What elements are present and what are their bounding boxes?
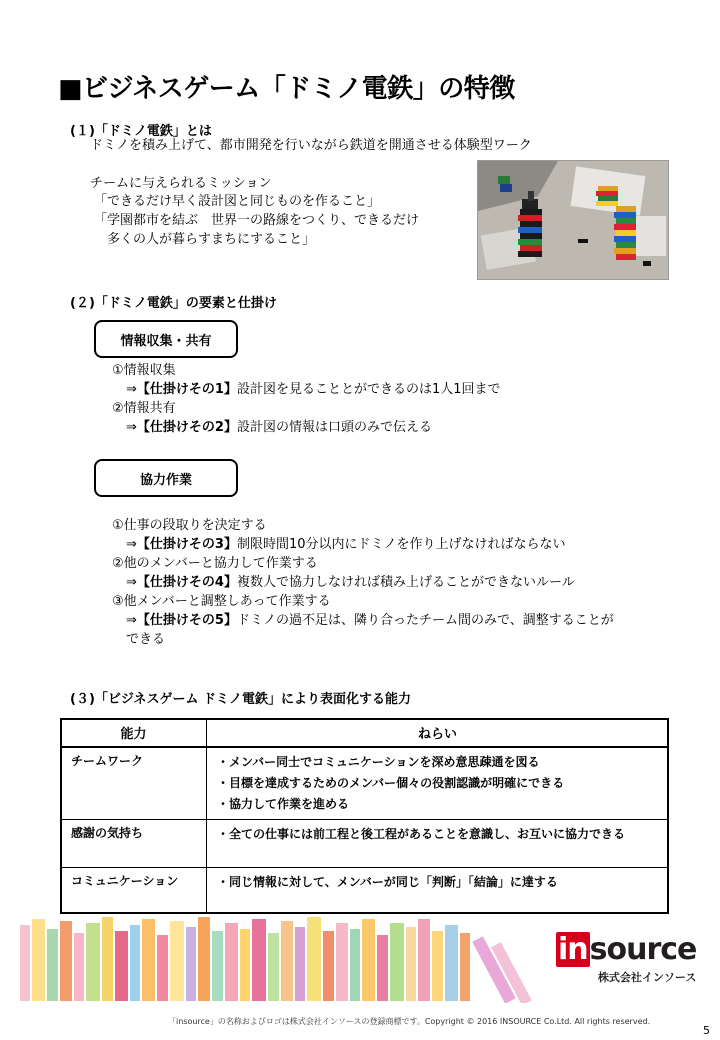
aim-item: ・同じ情報に対して、メンバーが同じ「判断」「結論」に達する — [217, 875, 558, 889]
list-item: ⇒【仕掛けその4】複数人で協力しなければ積み上げることができないルール — [126, 575, 575, 590]
company-logo: insource 株式会社インソース — [558, 932, 697, 984]
ability-cell: 感謝の気持ち — [61, 820, 207, 868]
aim-item: ・メンバー同士でコミュニケーションを深め意思疎通を図る — [217, 755, 540, 769]
aim-cell — [207, 868, 669, 914]
list-item: できる — [126, 632, 166, 647]
footer-copyright: 「insource」の名称およびロゴは株式会社インソースの登録商標です。Copyright © 2016 INSOURCE Co.Ltd. All rights reserved. — [168, 1017, 651, 1026]
page-number: 5 — [703, 1024, 710, 1037]
col-ability-header: 能力 — [61, 719, 207, 748]
list-item: ⇒【仕掛けその5】ドミノの過不足は、隣り合ったチーム間のみで、調整することが — [126, 613, 614, 628]
table-row — [61, 868, 669, 914]
decorative-stripes — [18, 915, 538, 1003]
ability-table — [60, 718, 669, 914]
aim-item: ・全ての仕事には前工程と後工程があることを意識し、お互いに協力できる — [217, 827, 626, 841]
list-item: ③他メンバーと調整しあって作業する — [112, 594, 331, 609]
col-aim-header: ねらい — [207, 719, 669, 748]
mission-line-2: 「学園都市を結ぶ 世界一の路線をつくり、できるだけ — [94, 213, 420, 228]
ability-cell: コミュニケーション — [61, 868, 207, 914]
section3-heading: (３)「ビジネスゲーム ドミノ電鉄」により表面化する能力 — [70, 692, 412, 707]
aim-item: ・協力して作業を進める — [217, 797, 350, 811]
cooperation-box: 協力作業 — [94, 459, 238, 497]
mission-line-3: 多くの人が暮らすまちにすること」 — [94, 232, 316, 247]
aim-item: ・目標を達成するためのメンバー個々の役割認識が明確にできる — [217, 776, 565, 790]
section1-description: ドミノを積み上げて、都市開発を行いながら鉄道を開通させる体験型ワーク — [90, 138, 532, 153]
section2-heading: (２)「ドミノ電鉄」の要素と仕掛け — [70, 296, 277, 311]
list-item: ①仕事の段取りを決定する — [112, 518, 267, 533]
company-name: 株式会社インソース — [597, 971, 697, 984]
list-item: ⇒【仕掛けその2】設計図の情報は口頭のみで伝える — [126, 420, 432, 435]
list-item: ①情報収集 — [112, 363, 176, 378]
domino-photo — [477, 160, 669, 280]
list-item: ⇒【仕掛けその3】制限時間10分以内にドミノを作り上げなければならない — [126, 537, 566, 552]
table-row — [61, 820, 669, 868]
aim-cell — [207, 820, 669, 868]
table-row — [61, 747, 669, 820]
list-item: ②他のメンバーと協力して作業する — [112, 556, 318, 571]
page-title: ■ビジネスゲーム「ドミノ電鉄」の特徴 — [58, 74, 515, 104]
list-item: ②情報共有 — [112, 401, 176, 416]
info-box: 情報収集・共有 — [94, 320, 238, 358]
aim-cell — [207, 747, 669, 820]
mission-label: チームに与えられるミッション — [90, 176, 272, 191]
mission-line-1: 「できるだけ早く設計図と同じものを作ること」 — [94, 194, 381, 209]
list-item: ⇒【仕掛けその1】設計図を見ることとができるのは1人1回まで — [126, 382, 501, 397]
section1-heading: (１)「ドミノ電鉄」とは — [70, 124, 212, 139]
ability-cell: チームワーク — [61, 747, 207, 820]
